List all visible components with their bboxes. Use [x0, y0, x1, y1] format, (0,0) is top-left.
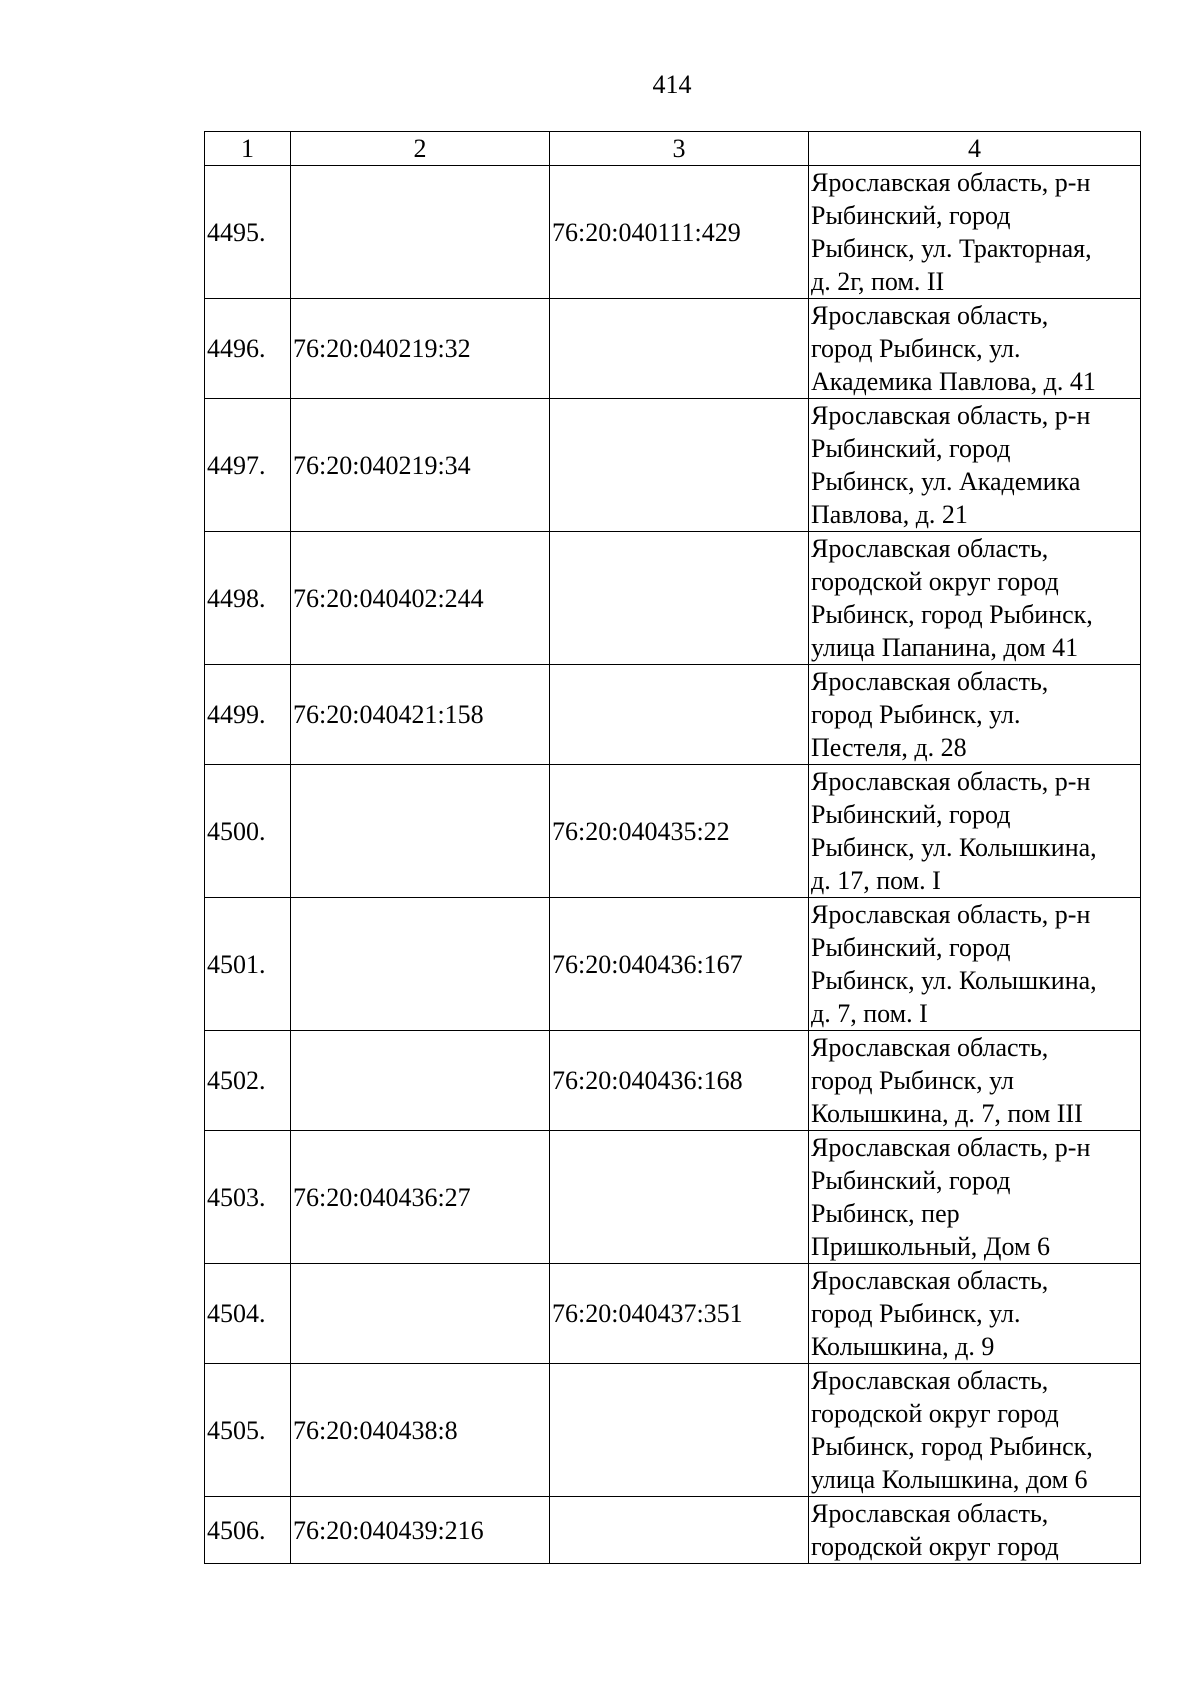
address-line: Пришкольный, Дом 6: [811, 1232, 1051, 1261]
cadastral-number-alt-cell: [550, 299, 809, 399]
address-line: Рыбинский, город: [811, 800, 1011, 829]
column-header-2: 2: [291, 132, 550, 166]
cadastral-number-alt-cell: 76:20:040436:168: [550, 1031, 809, 1131]
row-number-cell: 4500.: [205, 765, 291, 898]
address-line: Пестеля, д. 28: [811, 733, 967, 762]
address-cell: [809, 299, 1141, 399]
cadastral-number-alt-cell: [550, 399, 809, 532]
address-line: Ярославская область,: [811, 1266, 1049, 1295]
row-number-cell: 4506.: [205, 1497, 291, 1564]
table-row: [205, 1131, 1141, 1264]
address-line: Рыбинск, пер: [811, 1199, 960, 1228]
address-line: Ярославская область,: [811, 1033, 1049, 1062]
table-row: [205, 665, 1141, 765]
address-line: городской округ город: [811, 1399, 1059, 1428]
address-line: Ярославская область, р-н: [811, 168, 1091, 197]
row-number-cell: 4504.: [205, 1264, 291, 1364]
cadastral-number-cell: [291, 166, 550, 299]
row-number-cell: 4502.: [205, 1031, 291, 1131]
table-row: [205, 399, 1141, 532]
table-row: [205, 765, 1141, 898]
cadastral-number-alt-cell: [550, 665, 809, 765]
address-line: город Рыбинск, ул: [811, 1066, 1014, 1095]
cadastral-number-cell: [291, 765, 550, 898]
address-line: город Рыбинск, ул.: [811, 1299, 1021, 1328]
table-row: [205, 1031, 1141, 1131]
address-line: Ярославская область, р-н: [811, 1133, 1091, 1162]
cadastral-number-alt-cell: [550, 532, 809, 665]
address-line: д. 7, пом. I: [811, 999, 928, 1028]
cadastral-number-cell: 76:20:040402:244: [291, 532, 550, 665]
address-line: Колышкина, д. 9: [811, 1332, 995, 1361]
address-line: улица Колышкина, дом 6: [811, 1465, 1088, 1494]
address-line: Колышкина, д. 7, пом III: [811, 1099, 1083, 1128]
address-line: город Рыбинск, ул.: [811, 700, 1021, 729]
address-line: Рыбинский, город: [811, 201, 1011, 230]
address-line: д. 17, пом. I: [811, 866, 941, 895]
address-cell: [809, 1031, 1141, 1131]
address-line: городской округ город: [811, 1532, 1059, 1561]
row-number-cell: 4501.: [205, 898, 291, 1031]
address-line: Ярославская область,: [811, 1366, 1049, 1395]
address-line: Академика Павлова, д. 41: [811, 367, 1096, 396]
address-line: улица Папанина, дом 41: [811, 633, 1079, 662]
cadastral-number-alt-cell: 76:20:040436:167: [550, 898, 809, 1031]
address-line: Ярославская область, р-н: [811, 900, 1091, 929]
cadastral-number-cell: [291, 898, 550, 1031]
address-cell: [809, 166, 1141, 299]
row-number-cell: 4503.: [205, 1131, 291, 1264]
column-header-1: 1: [205, 132, 291, 166]
cadastral-number-cell: 76:20:040436:27: [291, 1131, 550, 1264]
row-number-cell: 4496.: [205, 299, 291, 399]
address-line: Рыбинский, город: [811, 1166, 1011, 1195]
row-number-cell: 4495.: [205, 166, 291, 299]
row-number-cell: 4497.: [205, 399, 291, 532]
cadastral-number-cell: [291, 1264, 550, 1364]
address-cell: [809, 665, 1141, 765]
table-header-row: [205, 132, 1141, 166]
address-line: Рыбинск, город Рыбинск,: [811, 1432, 1093, 1461]
address-cell: [809, 1364, 1141, 1497]
table-row: [205, 1264, 1141, 1364]
address-cell: [809, 1264, 1141, 1364]
address-cell: [809, 898, 1141, 1031]
address-line: Ярославская область, р-н: [811, 767, 1091, 796]
cadastral-number-cell: 76:20:040219:32: [291, 299, 550, 399]
address-line: Рыбинск, ул. Колышкина,: [811, 833, 1097, 862]
table-row: [205, 1497, 1141, 1564]
address-line: Ярославская область,: [811, 667, 1049, 696]
registry-table: [204, 131, 1141, 1564]
cadastral-number-cell: 76:20:040439:216: [291, 1497, 550, 1564]
address-line: Ярославская область, р-н: [811, 401, 1091, 430]
table-row: [205, 532, 1141, 665]
cadastral-number-cell: 76:20:040219:34: [291, 399, 550, 532]
table-row: [205, 299, 1141, 399]
address-line: Ярославская область,: [811, 534, 1049, 563]
cadastral-number-alt-cell: [550, 1131, 809, 1264]
cadastral-number-cell: 76:20:040438:8: [291, 1364, 550, 1497]
address-cell: [809, 399, 1141, 532]
table-row: [205, 898, 1141, 1031]
address-line: Рыбинский, город: [811, 933, 1011, 962]
address-line: Рыбинск, город Рыбинск,: [811, 600, 1093, 629]
table-row: [205, 1364, 1141, 1497]
address-cell: [809, 532, 1141, 665]
address-line: д. 2г, пом. II: [811, 267, 945, 296]
address-line: Рыбинск, ул. Тракторная,: [811, 234, 1092, 263]
cadastral-number-alt-cell: [550, 1497, 809, 1564]
cadastral-number-alt-cell: [550, 1364, 809, 1497]
row-number-cell: 4505.: [205, 1364, 291, 1497]
address-cell: [809, 1131, 1141, 1264]
cadastral-number-cell: [291, 1031, 550, 1131]
column-header-3: 3: [550, 132, 809, 166]
row-number-cell: 4498.: [205, 532, 291, 665]
cadastral-number-alt-cell: 76:20:040111:429: [550, 166, 809, 299]
address-line: Рыбинский, город: [811, 434, 1011, 463]
address-line: Ярославская область,: [811, 1499, 1049, 1528]
address-line: Рыбинск, ул. Академика: [811, 467, 1081, 496]
address-line: Рыбинск, ул. Колышкина,: [811, 966, 1097, 995]
address-line: Ярославская область,: [811, 301, 1049, 330]
row-number-cell: 4499.: [205, 665, 291, 765]
cadastral-number-alt-cell: 76:20:040435:22: [550, 765, 809, 898]
cadastral-number-cell: 76:20:040421:158: [291, 665, 550, 765]
table-row: [205, 166, 1141, 299]
address-line: городской округ город: [811, 567, 1059, 596]
page-number: 414: [652, 70, 692, 99]
address-cell: [809, 1497, 1141, 1564]
cadastral-number-alt-cell: 76:20:040437:351: [550, 1264, 809, 1364]
column-header-4: 4: [809, 132, 1141, 166]
address-line: город Рыбинск, ул.: [811, 334, 1021, 363]
address-line: Павлова, д. 21: [811, 500, 968, 529]
address-cell: [809, 765, 1141, 898]
table-body: [205, 166, 1141, 1564]
